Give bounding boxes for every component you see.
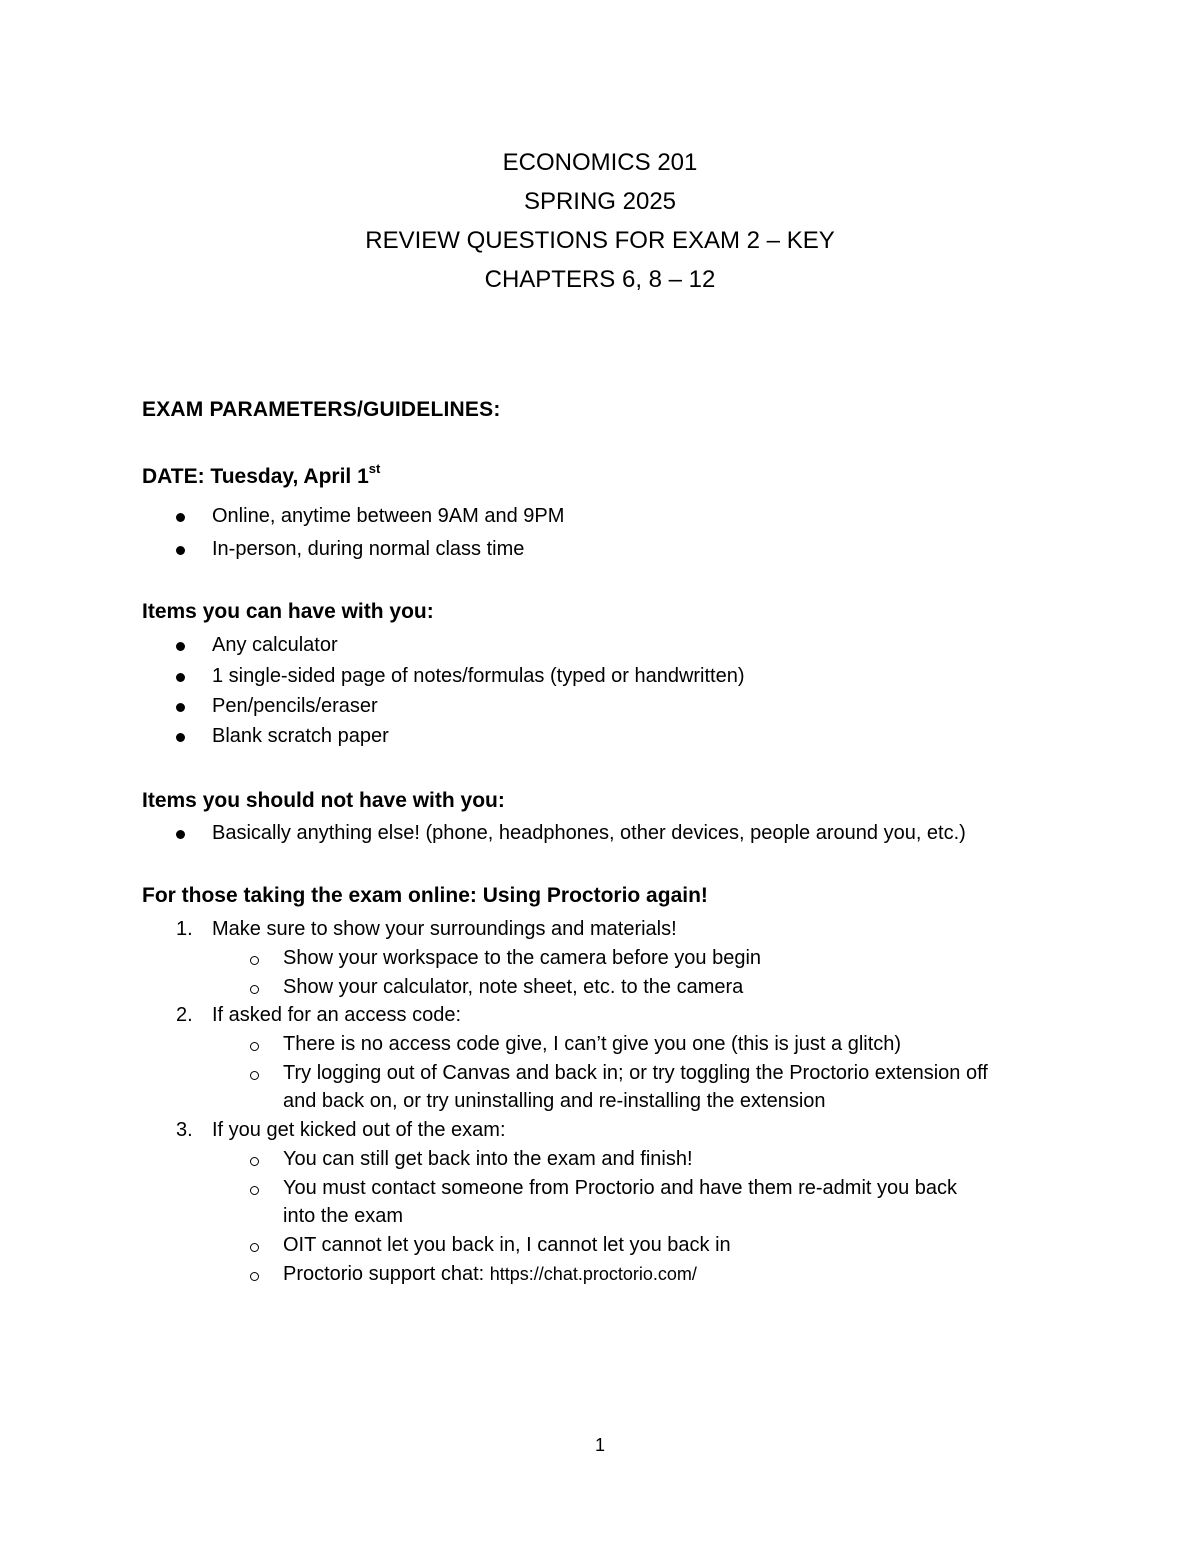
bullet-icon [176, 673, 185, 682]
step-text: If you get kicked out of the exam: [212, 1119, 506, 1141]
circle-bullet-icon [250, 1042, 259, 1051]
bullet-icon [176, 513, 185, 522]
allowed-items-heading: Items you can have with you: [142, 600, 434, 623]
not-allowed-items-heading: Items you should not have with you: [142, 789, 505, 812]
step-number: 1. [176, 918, 193, 940]
page-number: 1 [594, 1435, 605, 1455]
step-number: 3. [176, 1119, 193, 1141]
chapters-title: CHAPTERS 6, 8 – 12 [484, 266, 716, 293]
review-title: REVIEW QUESTIONS FOR EXAM 2 – KEY [365, 227, 835, 254]
circle-bullet-icon [250, 1157, 259, 1166]
circle-bullet-icon [250, 985, 259, 994]
bullet-icon [176, 703, 185, 712]
support-chat-label: Proctorio support chat: [283, 1263, 490, 1285]
circle-bullet-icon [250, 956, 259, 965]
circle-bullet-icon [250, 1186, 259, 1195]
exam-date-heading [142, 461, 381, 489]
document-page: ECONOMICS 201 SPRING 2025 REVIEW QUESTIONS FOR EXAM 2 – KEY CHAPTERS 6, 8 – 12 EXAM PARAMETERS/GUIDELINES: DATE: Tuesday, April 1st Online, anytime between 9AM and 9PM In-person, during normal class time Items you can have with you: Any calculator 1 single-sided page of notes/formulas (typed or handwritten) Pen/pencils/eraser Blank scratch paper Items you should not have with you: Basically anything else! (phone, headphones, other devices, people around you, etc.) For those taking the exam online: Using Proctorio again! 1. Make sure to show your surroundings and materials! Show your workspace to the camera before you begin Show your calculator, note sheet, etc. to the camera 2. If asked for an access code: There is no access code give, I can’t give you one (this is just a glitch) Try logging out of Canvas and back in; or try toggling the Proctorio extension off and back on, or try uninstalling and re-installing the extension 3. If you get kicked out of the exam: You can still get back into the exam and finish! You must contact someone from Proctorio and have them re-admit you back into the exam OIT cannot let you back in, I cannot let you back in Proctorio support chat: https://chat.proctorio.com/ 1 [0, 0, 1200, 1553]
bullet-icon [176, 546, 185, 555]
exam-date-suffix: st [368, 461, 381, 476]
step-text: If asked for an access code: [212, 1004, 462, 1026]
support-chat-link[interactable]: https://chat.proctorio.com/ [489, 1264, 697, 1284]
bullet-icon [176, 642, 185, 651]
semester-title: SPRING 2025 [523, 188, 677, 215]
bullet-icon [176, 733, 185, 742]
circle-bullet-icon [250, 1272, 259, 1281]
step-number: 2. [176, 1004, 193, 1026]
exam-date-label: DATE: Tuesday, April 1 [142, 465, 369, 488]
parameters-heading: EXAM PARAMETERS/GUIDELINES: [142, 398, 501, 421]
circle-bullet-icon [250, 1243, 259, 1252]
document-title [0, 143, 1200, 299]
bullet-icon [176, 830, 185, 839]
course-title: ECONOMICS 201 [502, 149, 698, 176]
circle-bullet-icon [250, 1071, 259, 1080]
online-exam-heading: For those taking the exam online: Using Proctorio again! [142, 884, 708, 907]
step-text: Make sure to show your surroundings and materials! [212, 918, 677, 940]
